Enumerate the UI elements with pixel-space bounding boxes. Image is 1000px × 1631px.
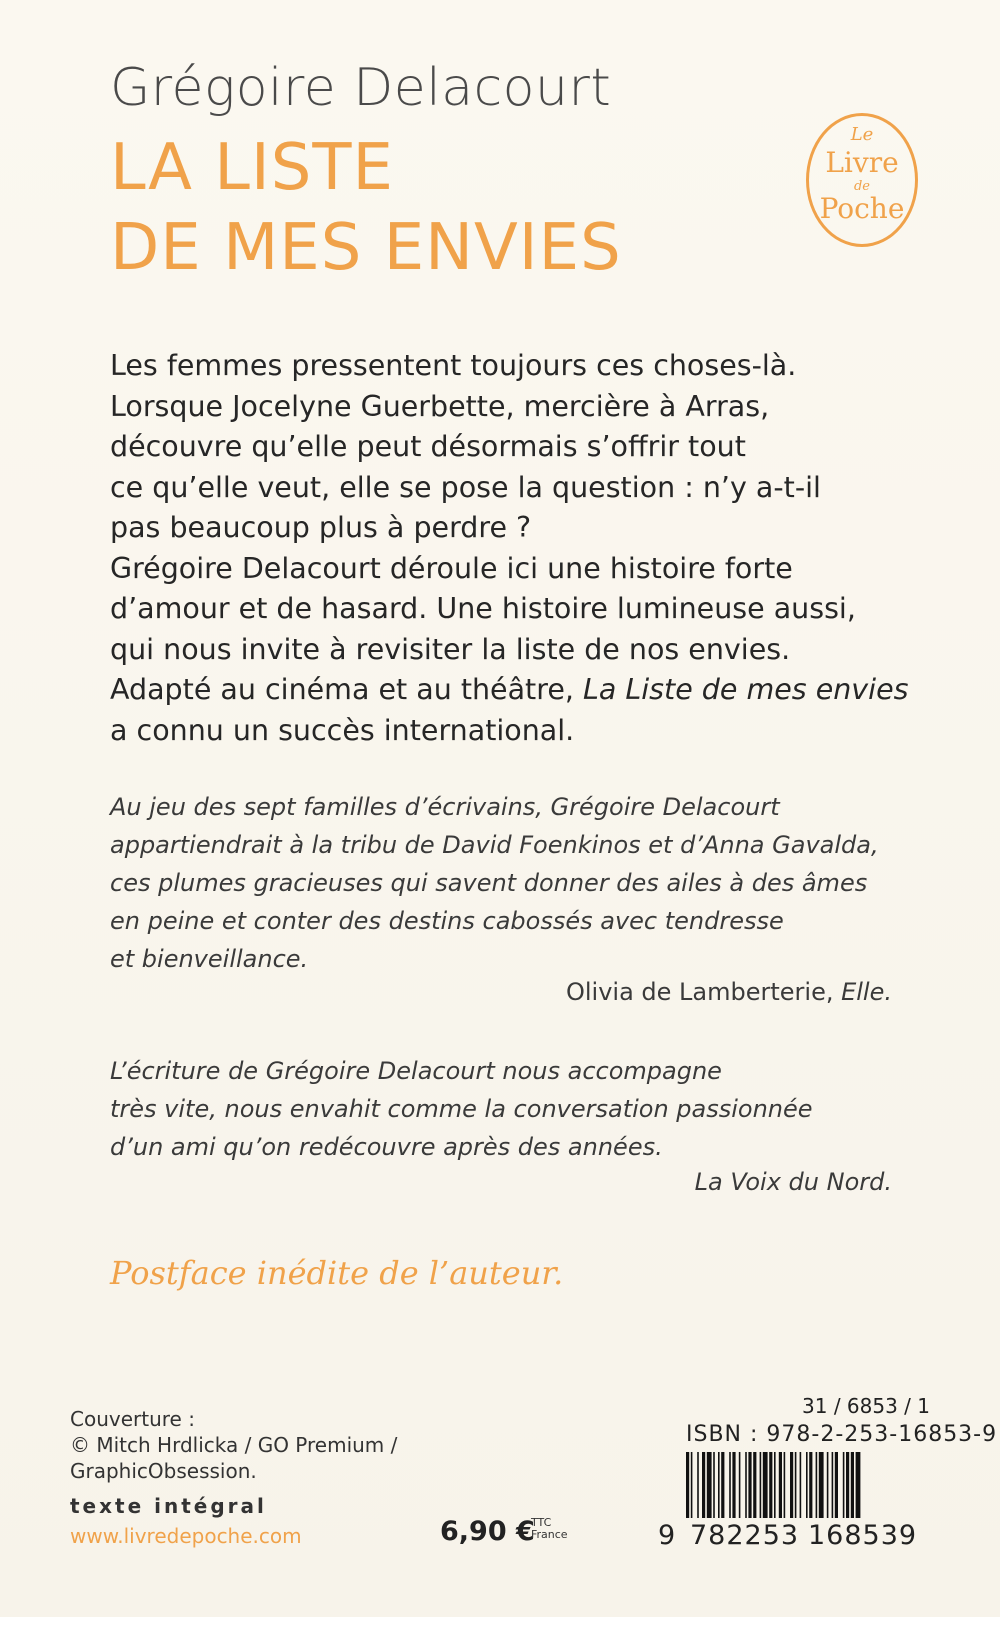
quote-line: en peine et conter des destins cabossés avec tendresse	[110, 907, 784, 935]
quote-line: et bienveillance.	[110, 945, 309, 973]
author-name: Grégoire Delacourt	[110, 58, 612, 118]
barcode	[686, 1452, 930, 1518]
quote-line: L’écriture de Grégoire Delacourt nous accompagne	[110, 1057, 722, 1085]
quote-2-attribution: La Voix du Nord.	[694, 1168, 892, 1196]
barcode-bar	[806, 1452, 808, 1518]
credit-line: © Mitch Hrdlicka / GO Premium /	[70, 1433, 398, 1457]
summary-line: ce qu’elle veut, elle se pose la question : n’y a-t-il	[110, 470, 821, 504]
barcode-digit-group-2: 168539	[808, 1520, 918, 1551]
cover-credits	[70, 1406, 397, 1484]
barcode-bar	[686, 1452, 689, 1518]
summary-line: a connu un succès international.	[110, 713, 575, 747]
quote-line: très vite, nous envahit comme la conversation passionnée	[110, 1095, 813, 1123]
logo-livre: Livre	[825, 146, 899, 179]
barcode-digit-lead: 9	[658, 1520, 676, 1551]
summary-line: d’amour et de hasard. Une histoire lumineuse aussi,	[110, 592, 856, 625]
book-summary	[110, 346, 910, 751]
price-note-france: France	[531, 1528, 568, 1541]
barcode-bar	[748, 1452, 751, 1518]
summary-line-prefix: Adapté au cinéma et au théâtre,	[110, 673, 583, 706]
barcode-bar	[851, 1452, 854, 1518]
barcode-bar	[795, 1452, 797, 1518]
title-line-1: LA LISTE	[110, 131, 394, 205]
catalog-code: 31 / 6853 / 1	[802, 1394, 930, 1418]
isbn: ISBN : 978-2-253-16853-9	[686, 1422, 998, 1447]
barcode-bar	[809, 1452, 812, 1518]
price-note-ttc: TTC	[531, 1516, 552, 1529]
barcode-bar	[729, 1452, 731, 1518]
press-quote-1	[110, 788, 900, 978]
barcode-bar	[856, 1452, 861, 1518]
barcode-digit-group-1: 782253	[690, 1520, 800, 1551]
title-line-2: DE MES ENVIES	[110, 211, 622, 285]
barcode-bar	[760, 1452, 762, 1518]
price-note	[531, 1517, 568, 1541]
summary-line: découvre qu’elle peut désormais s’offrir tout	[110, 430, 746, 463]
barcode-bar	[774, 1452, 776, 1518]
barcode-bar	[763, 1452, 768, 1518]
quote-line: Au jeu des sept familles d’écrivains, Grégoire Delacourt	[110, 793, 780, 821]
website-link[interactable]: www.livredepoche.com	[70, 1524, 302, 1548]
barcode-bar	[718, 1452, 720, 1518]
barcode-bar	[702, 1452, 705, 1518]
credit-line: Couverture :	[70, 1407, 195, 1431]
texte-integral-label: texte intégral	[70, 1494, 267, 1518]
barcode-bar	[721, 1452, 724, 1518]
barcode-bar	[843, 1452, 845, 1518]
book-title	[110, 128, 622, 288]
barcode-bar	[753, 1452, 756, 1518]
quote-line: ces plumes gracieuses qui savent donner des ailes à des âmes	[110, 869, 868, 897]
attribution-name: Olivia de Lamberterie,	[565, 978, 842, 1006]
barcode-bar	[697, 1452, 699, 1518]
page-edge	[0, 1617, 1000, 1631]
barcode-bar	[779, 1452, 782, 1518]
summary-line: qui nous invite à revisiter la liste de nos envies.	[110, 632, 791, 666]
barcode-bar	[846, 1452, 849, 1518]
summary-book-title: La Liste de mes envies	[582, 673, 909, 706]
summary-line: Grégoire Delacourt déroule ici une histoire forte	[110, 551, 793, 585]
barcode-digits	[658, 1520, 938, 1551]
barcode-bar	[832, 1452, 834, 1518]
barcode-bar	[816, 1452, 818, 1518]
summary-line: Les femmes pressentent toujours ces choses-là.	[110, 349, 797, 382]
summary-line: Lorsque Jocelyne Guerbette, mercière à Arras,	[110, 389, 770, 423]
barcode-bar	[732, 1452, 735, 1518]
summary-line	[110, 670, 910, 711]
logo-poche: Poche	[819, 192, 905, 225]
barcode-bar	[835, 1452, 838, 1518]
credit-line: GraphicObsession.	[70, 1459, 257, 1483]
barcode-bar	[819, 1452, 824, 1518]
quote-1-attribution	[566, 978, 892, 1006]
barcode-bar	[713, 1452, 715, 1518]
logo-de: de	[853, 179, 870, 194]
barcode-bar	[745, 1452, 747, 1518]
quote-line: d’un ami qu’on redécouvre après des années.	[110, 1133, 663, 1161]
livre-de-poche-logo	[806, 113, 918, 247]
barcode-bar	[800, 1452, 802, 1518]
postface-note: Postface inédite de l’auteur.	[110, 1254, 564, 1292]
logo-le: Le	[850, 124, 874, 145]
barcode-bar	[691, 1452, 693, 1518]
price: 6,90 €	[440, 1516, 535, 1547]
summary-line: pas beaucoup plus à perdre ?	[110, 511, 532, 544]
attribution-source: Elle.	[841, 978, 892, 1006]
barcode-bar	[707, 1452, 712, 1518]
barcode-bar	[790, 1452, 793, 1518]
press-quote-2	[110, 1052, 900, 1166]
barcode-bar	[827, 1452, 829, 1518]
barcode-bar	[784, 1452, 786, 1518]
barcode-bar	[769, 1452, 772, 1518]
quote-line: appartiendrait à la tribu de David Foenkinos et d’Anna Gavalda,	[110, 831, 879, 859]
barcode-bar	[739, 1452, 741, 1518]
